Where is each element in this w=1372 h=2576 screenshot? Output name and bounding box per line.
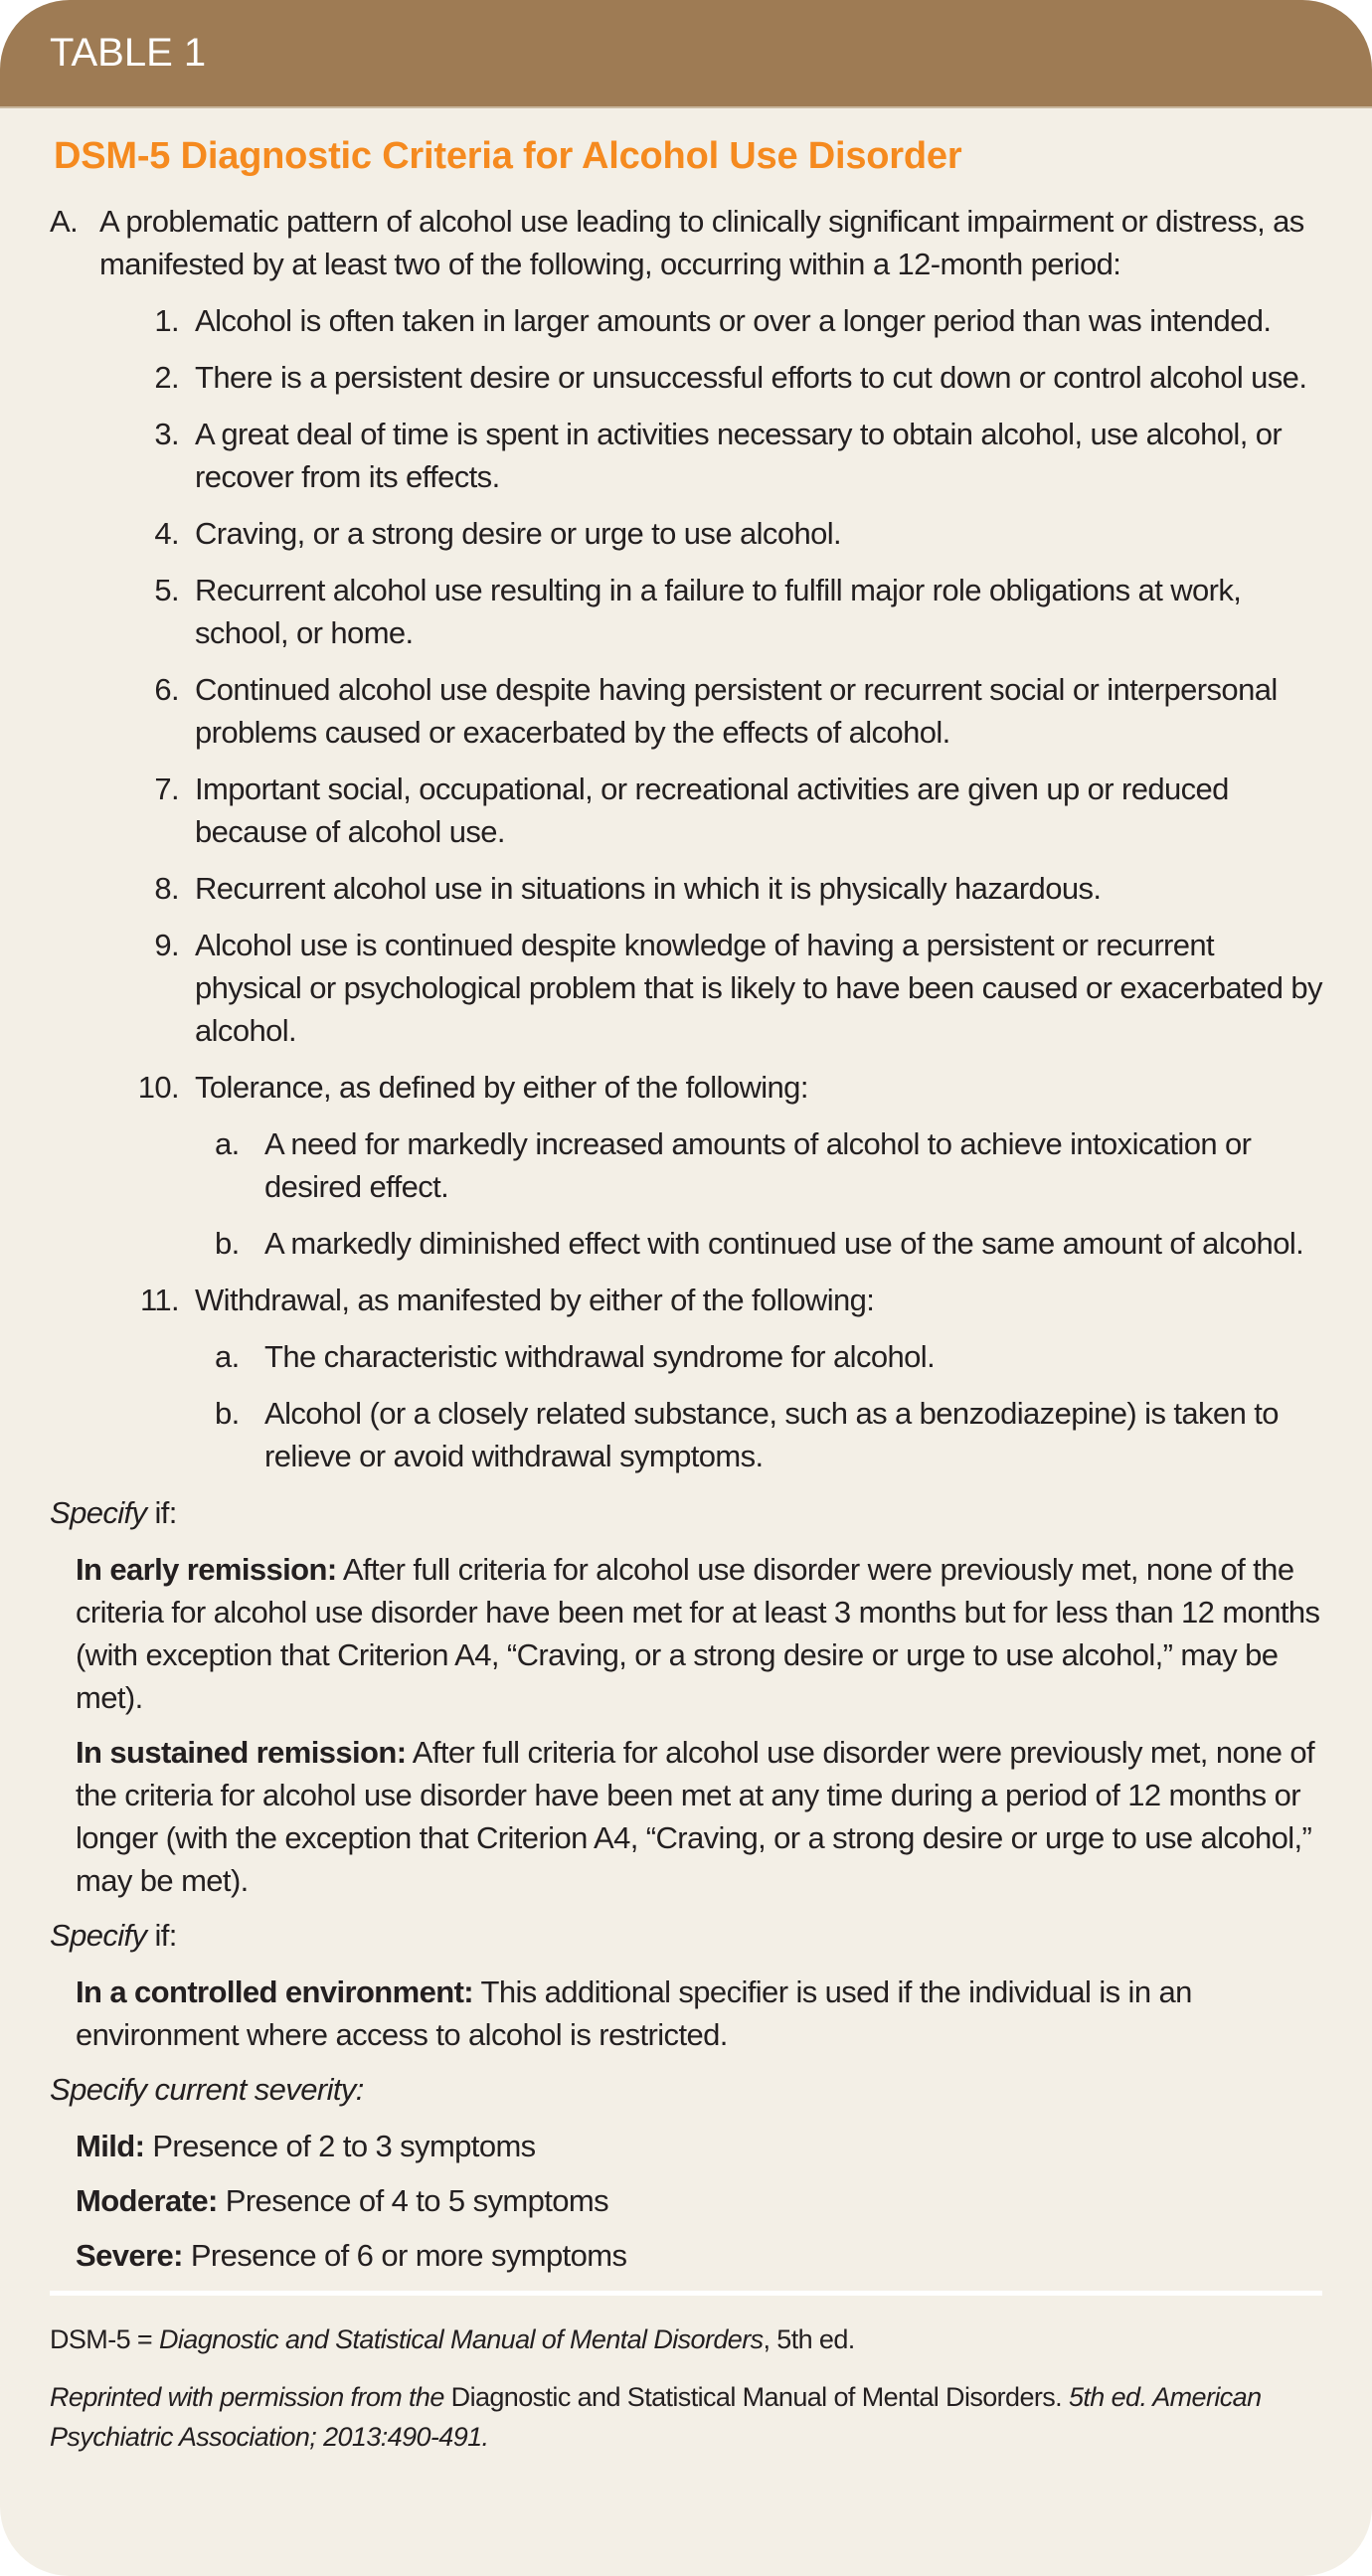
remission-text: After full criteria for alcohol use disorder were previously met, none of the criteria for alcohol use disorder have been met for at least 3 months but for less than 12 months (with exception that Criterion A4, “Craving, or a strong desire or urge to use alcohol,” may be met).	[76, 1552, 1320, 1715]
sub-criterion-item	[215, 1392, 1322, 1477]
criterion-item	[115, 356, 1322, 399]
abbreviation-note	[50, 2319, 1322, 2359]
controlled-environment	[76, 1971, 1322, 2056]
criterion-text: Craving, or a strong desire or urge to use alcohol.	[195, 516, 842, 551]
footnote-divider	[50, 2291, 1322, 2296]
severity-text: Presence of 4 to 5 symptoms	[217, 2183, 609, 2218]
criterion-number	[115, 299, 179, 342]
criterion-item	[115, 1279, 1322, 1321]
remission-term: In sustained remission:	[76, 1735, 407, 1770]
criterion-number-text: 2.	[154, 360, 179, 395]
criterion-a-text: A problematic pattern of alcohol use leading to clinically significant impairment or distress, as manifested by at least two of the following, occurring within a 12-month period:	[99, 204, 1304, 281]
sub-criterion-letter: b.	[215, 1396, 240, 1431]
criterion-item	[115, 924, 1322, 1052]
criterion-number	[115, 867, 179, 910]
criterion-text: Withdrawal, as manifested by either of the following:	[195, 1283, 875, 1317]
sub-criterion-text: Alcohol (or a closely related substance, such as a benzodiazepine) is taken to relieve or avoid withdrawal symptoms.	[264, 1396, 1279, 1473]
criterion-number-text: 1.	[154, 303, 179, 338]
sub-criterion-text: A need for markedly increased amounts of alcohol to achieve intoxication or desired effect.	[264, 1126, 1252, 1204]
abbr-term: DSM-5 =	[50, 2324, 159, 2354]
sub-criterion-text: The characteristic withdrawal syndrome for alcohol.	[264, 1339, 936, 1374]
specify-italic: Specify	[50, 1495, 147, 1530]
criterion-number-text: 4.	[154, 516, 179, 551]
criterion-number-text: 5.	[154, 573, 179, 607]
severity-term: Moderate:	[76, 2183, 218, 2218]
table-content	[0, 108, 1372, 2457]
criterion-item	[115, 668, 1322, 754]
specify-severity: Specify current severity:	[50, 2072, 364, 2107]
criterion-number	[115, 924, 179, 1052]
criterion-a-label: A.	[50, 204, 79, 239]
sub-criterion-item	[215, 1222, 1322, 1265]
criterion-number	[115, 768, 179, 853]
severity-mild	[76, 2125, 1322, 2167]
sub-criterion-text: A markedly diminished effect with continued use of the same amount of alcohol.	[264, 1226, 1304, 1261]
criteria-list	[50, 299, 1322, 1477]
severity-moderate	[76, 2179, 1322, 2222]
criterion-number	[115, 356, 179, 399]
remission-term: In early remission:	[76, 1552, 337, 1587]
source-note	[50, 2377, 1322, 2457]
criterion-number-text: 9.	[154, 928, 179, 962]
source-title: Diagnostic and Statistical Manual of Mental Disorders.	[450, 2382, 1063, 2412]
specify-rest: if:	[146, 1495, 177, 1530]
remission-text: After full criteria for alcohol use disorder were previously met, none of the criteria for alcohol use disorder have been met at any time during a period of 12 months or longer (with the exception that Criterion A4, “Craving, or a strong desire or urge to use alcohol,” may be met).	[76, 1735, 1315, 1898]
table-label: TABLE 1	[50, 31, 207, 75]
criterion-number-text: 6.	[154, 672, 179, 707]
criterion-text: A great deal of time is spent in activities necessary to obtain alcohol, use alcohol, or recover from its effects.	[195, 417, 1283, 494]
specify-italic: Specify	[50, 1918, 147, 1953]
abbr-expansion: Diagnostic and Statistical Manual of Mental Disorders	[158, 2324, 764, 2354]
criterion-number	[115, 668, 179, 754]
severity-text: Presence of 2 to 3 symptoms	[144, 2129, 536, 2163]
criterion-item	[115, 569, 1322, 654]
specify-if-2	[50, 1914, 1322, 1957]
criterion-number-text: 10.	[137, 1070, 179, 1105]
sub-criterion-letter: b.	[215, 1226, 240, 1261]
criterion-number	[115, 1279, 179, 1321]
criterion-text: There is a persistent desire or unsuccessful efforts to cut down or control alcohol use.	[195, 360, 1307, 395]
criterion-a	[50, 200, 1322, 285]
criterion-number	[115, 569, 179, 654]
criterion-item	[115, 867, 1322, 910]
criterion-text: Continued alcohol use despite having persistent or recurrent social or interpersonal problems caused or exacerbated by the effects of alcohol.	[195, 672, 1278, 750]
criterion-text: Recurrent alcohol use in situations in which it is physically hazardous.	[195, 871, 1102, 906]
source-suffix: 5th ed. American Psychiatric Association; 2013:490-491.	[50, 2382, 1262, 2452]
environment-term: In a controlled environment:	[76, 1975, 474, 2009]
remission-early	[76, 1548, 1322, 1719]
criterion-number	[115, 512, 179, 555]
sub-criterion-letter: a.	[215, 1126, 240, 1161]
criterion-text: Tolerance, as defined by either of the following:	[195, 1070, 808, 1105]
criterion-number	[115, 413, 179, 498]
abbr-edition: , 5th ed.	[763, 2324, 855, 2354]
criterion-number-text: 3.	[154, 417, 179, 451]
sub-criterion-item	[215, 1122, 1322, 1208]
severity-text: Presence of 6 or more symptoms	[182, 2238, 627, 2273]
criterion-item	[115, 512, 1322, 555]
source-prefix: Reprinted with permission from the	[50, 2382, 451, 2412]
specify-if-1	[50, 1491, 1322, 1534]
criterion-text: Recurrent alcohol use resulting in a failure to fulfill major role obligations at work, school, or home.	[195, 573, 1242, 650]
criterion-number-text: 11.	[140, 1283, 179, 1317]
environment-text: This additional specifier is used if the individual is in an environment where access to alcohol is restricted.	[76, 1975, 1192, 2052]
criterion-text: Alcohol use is continued despite knowledge of having a persistent or recurrent physical or psychological problem that is likely to have been caused or exacerbated by alcohol.	[195, 928, 1322, 1048]
criterion-item	[115, 413, 1322, 498]
severity-severe	[76, 2234, 1322, 2277]
remission-sustained	[76, 1731, 1322, 1902]
criterion-item	[115, 1066, 1322, 1109]
criterion-item	[115, 299, 1322, 342]
specify-rest: if:	[146, 1918, 177, 1953]
criterion-number-text: 7.	[154, 772, 179, 806]
table-title: DSM-5 Diagnostic Criteria for Alcohol Use Disorder	[54, 135, 962, 177]
criterion-text: Alcohol is often taken in larger amounts or over a longer period than was intended.	[195, 303, 1272, 338]
criterion-number-text: 8.	[154, 871, 179, 906]
criterion-number	[115, 1066, 179, 1109]
sub-criterion-letter: a.	[215, 1339, 240, 1374]
criterion-item	[115, 768, 1322, 853]
sub-criterion-item	[215, 1335, 1322, 1378]
severity-term: Severe:	[76, 2238, 183, 2273]
criterion-text: Important social, occupational, or recreational activities are given up or reduced because of alcohol use.	[195, 772, 1229, 849]
severity-term: Mild:	[76, 2129, 145, 2163]
table-header-band	[0, 0, 1372, 108]
